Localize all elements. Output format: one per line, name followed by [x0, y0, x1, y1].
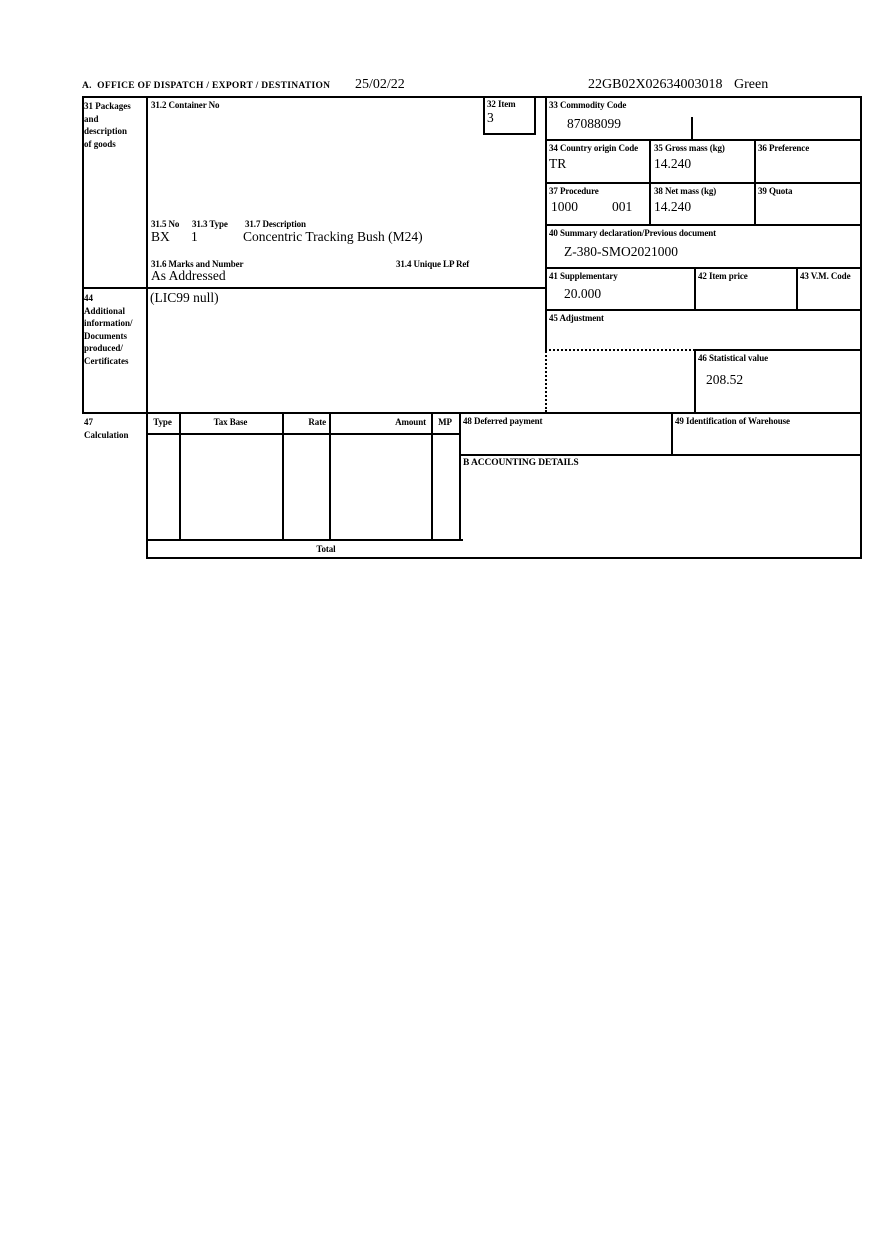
commodity-code-label: 33 Commodity Code	[549, 100, 627, 110]
calc-col-rate: Rate	[308, 417, 326, 427]
grid-line	[671, 412, 673, 454]
grid-line	[282, 412, 284, 540]
grid-line	[860, 96, 862, 559]
grid-line	[179, 412, 181, 540]
previous-document-value: Z-380-SMO2021000	[564, 244, 678, 259]
grid-line-dotted	[545, 348, 547, 412]
gross-mass-label: 35 Gross mass (kg)	[654, 143, 725, 153]
grid-line	[545, 309, 862, 311]
container-no-label: 31.2 Container No	[151, 100, 220, 110]
grid-line	[146, 557, 862, 559]
packages-no-value: BX	[151, 229, 170, 244]
country-origin-value: TR	[549, 156, 567, 171]
office-of-dispatch-title: A. OFFICE OF DISPATCH / EXPORT / DESTINATION	[82, 81, 331, 91]
accounting-details-label: B ACCOUNTING DETAILS	[463, 458, 579, 468]
box-47-side-label: 47 Calculation	[84, 417, 129, 440]
grid-line	[329, 412, 331, 540]
previous-document-label: 40 Summary declaration/Previous document	[549, 228, 717, 238]
unique-lp-ref-label: 31.4 Unique LP Ref	[396, 259, 470, 269]
grid-line	[691, 117, 693, 139]
procedure-value-2: 001	[612, 199, 633, 214]
marks-and-number-label: 31.6 Marks and Number	[151, 259, 244, 269]
box-44-side-label: 44 Additional information/ Documents produced/ Certificates	[84, 293, 133, 366]
country-origin-label: 34 Country origin Code	[549, 143, 639, 153]
commodity-code-value: 87088099	[567, 116, 621, 131]
movement-reference-number: 22GB02X02634003018	[588, 77, 723, 92]
packages-type-value: 1	[191, 229, 198, 244]
goods-description-value: Concentric Tracking Bush (M24)	[243, 229, 423, 244]
gross-mass-value: 14.240	[654, 156, 692, 171]
marks-and-number-value: As Addressed	[151, 268, 226, 283]
adjustment-label: 45 Adjustment	[549, 313, 604, 323]
deferred-payment-label: 48 Deferred payment	[463, 416, 543, 426]
grid-line	[693, 349, 862, 351]
procedure-label: 37 Procedure	[549, 186, 599, 196]
net-mass-value: 14.240	[654, 199, 692, 214]
calc-total-label: Total	[316, 544, 336, 554]
supplementary-units-label: 41 Supplementary	[549, 271, 618, 281]
preference-label: 36 Preference	[758, 143, 810, 153]
goods-description-label: 31.7 Description	[245, 219, 306, 229]
procedure-value-1: 1000	[551, 199, 578, 214]
grid-line	[82, 96, 862, 98]
net-mass-label: 38 Net mass (kg)	[654, 186, 717, 196]
calc-col-tax-base: Tax Base	[213, 417, 248, 427]
grid-line	[146, 433, 461, 435]
item-number-value: 3	[487, 110, 494, 125]
grid-line	[545, 182, 862, 184]
grid-line	[694, 349, 696, 412]
warehouse-id-label: 49 Identification of Warehouse	[675, 416, 790, 426]
calc-col-mp: MP	[438, 417, 452, 427]
grid-line	[694, 267, 696, 309]
grid-line	[82, 287, 547, 289]
supplementary-units-value: 20.000	[564, 286, 602, 301]
item-number-label: 32 Item	[487, 99, 516, 109]
additional-information-value: (LIC99 null)	[150, 290, 219, 305]
declaration-date: 25/02/22	[355, 77, 405, 92]
grid-line	[146, 96, 148, 558]
grid-line	[649, 139, 651, 224]
item-price-label: 42 Item price	[698, 271, 748, 281]
grid-line	[82, 412, 862, 414]
statistical-value-value: 208.52	[706, 372, 744, 387]
grid-line	[754, 139, 756, 224]
vm-code-label: 43 V.M. Code	[800, 271, 851, 281]
packages-type-label: 31.3 Type	[192, 219, 228, 229]
grid-line	[459, 454, 862, 456]
grid-line	[146, 539, 463, 541]
grid-line	[545, 267, 862, 269]
packages-no-label: 31.5 No	[151, 219, 180, 229]
grid-line	[545, 224, 862, 226]
grid-line	[796, 267, 798, 309]
quota-label: 39 Quota	[758, 186, 793, 196]
grid-line	[459, 412, 461, 540]
calc-col-amount: Amount	[395, 417, 426, 427]
routing-indicator: Green	[734, 77, 769, 92]
calc-col-type: Type	[153, 417, 172, 427]
grid-line	[545, 139, 862, 141]
grid-line-dotted	[545, 349, 695, 351]
grid-line	[431, 412, 433, 540]
box-31-side-label: 31 Packages and description of goods	[84, 101, 131, 149]
statistical-value-label: 46 Statistical value	[698, 353, 768, 363]
